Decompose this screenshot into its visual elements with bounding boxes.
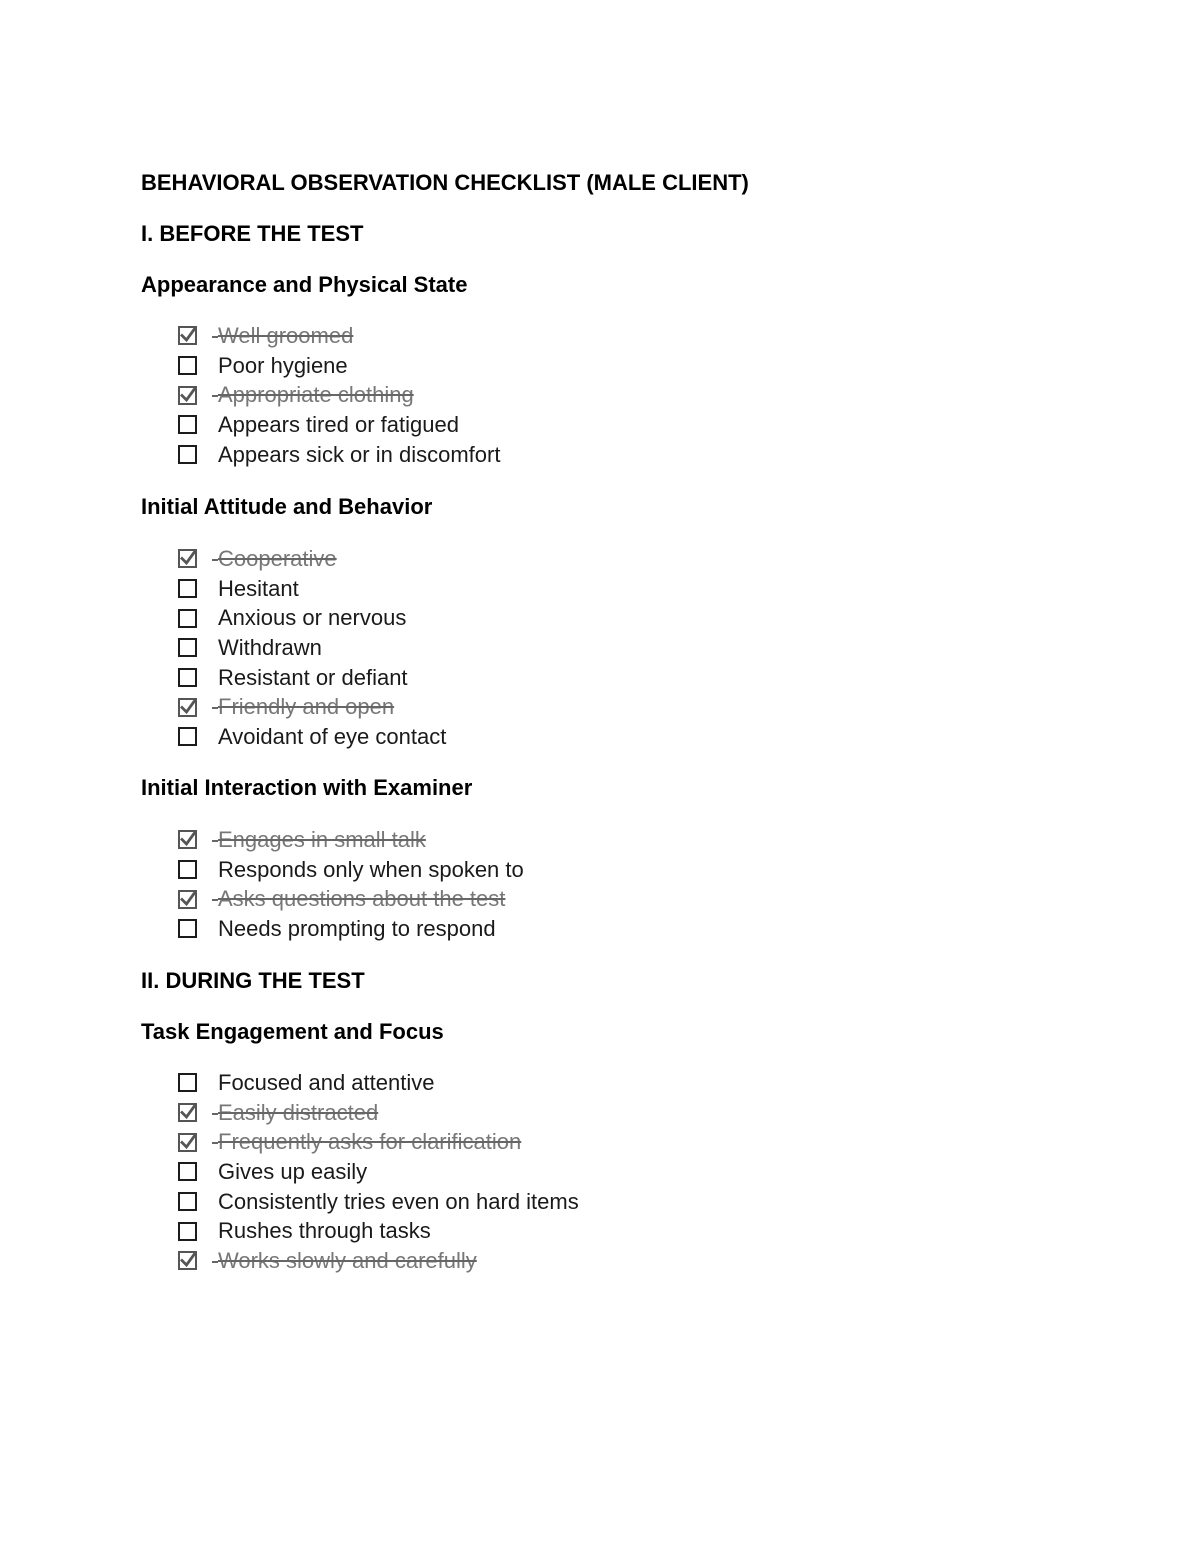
checklist-task-engagement bbox=[178, 1068, 579, 1276]
checklist-item-label: Easily distracted bbox=[218, 1099, 379, 1125]
checklist-item-label: Focused and attentive bbox=[218, 1069, 435, 1095]
checkbox-icon[interactable] bbox=[178, 919, 197, 938]
checklist-item-gives-up-easily[interactable] bbox=[178, 1157, 579, 1187]
checklist-item-avoidant-of-eye-contact[interactable] bbox=[178, 722, 446, 752]
section-heading-appearance: Appearance and Physical State bbox=[141, 272, 468, 297]
checklist-item-easily-distracted[interactable] bbox=[178, 1098, 579, 1128]
checklist-item-label: Engages in small talk bbox=[218, 826, 426, 852]
checklist-item-label: Rushes through tasks bbox=[218, 1218, 431, 1244]
document-title: BEHAVIORAL OBSERVATION CHECKLIST (MALE CLIENT) bbox=[141, 170, 749, 195]
part-heading-before-test: I. BEFORE THE TEST bbox=[141, 221, 364, 246]
checklist-item-anxious-or-nervous[interactable] bbox=[178, 603, 446, 633]
checklist-item-label: Asks questions about the test bbox=[218, 886, 506, 912]
checklist-item-label: Withdrawn bbox=[218, 634, 322, 660]
checkbox-icon[interactable] bbox=[178, 668, 197, 687]
checklist-initial-interaction bbox=[178, 825, 524, 944]
section-heading-initial-interaction: Initial Interaction with Examiner bbox=[141, 775, 473, 800]
checklist-appearance bbox=[178, 321, 500, 469]
checklist-item-appropriate-clothing[interactable] bbox=[178, 380, 500, 410]
checklist-item-engages-in-small-talk[interactable] bbox=[178, 825, 524, 855]
checklist-item-label: Consistently tries even on hard items bbox=[218, 1188, 579, 1214]
checkbox-icon[interactable] bbox=[178, 638, 197, 657]
checklist-item-well-groomed[interactable] bbox=[178, 321, 500, 351]
checkbox-icon[interactable] bbox=[178, 609, 197, 628]
checklist-item-poor-hygiene[interactable] bbox=[178, 351, 500, 381]
checklist-item-withdrawn[interactable] bbox=[178, 633, 446, 663]
checklist-item-label: Works slowly and carefully bbox=[218, 1247, 477, 1273]
checkbox-icon[interactable] bbox=[178, 1192, 197, 1211]
checked-checkbox-icon[interactable] bbox=[178, 326, 197, 345]
checkbox-icon[interactable] bbox=[178, 727, 197, 746]
checklist-item-responds-only-when-spoken-to[interactable] bbox=[178, 855, 524, 885]
checkbox-icon[interactable] bbox=[178, 860, 197, 879]
checklist-item-label: Cooperative bbox=[218, 545, 337, 571]
checklist-item-focused-and-attentive[interactable] bbox=[178, 1068, 579, 1098]
checked-checkbox-icon[interactable] bbox=[178, 890, 197, 909]
checklist-item-cooperative[interactable] bbox=[178, 544, 446, 574]
checklist-item-label: Anxious or nervous bbox=[218, 605, 407, 631]
checklist-item-label: Avoidant of eye contact bbox=[218, 723, 447, 749]
checked-checkbox-icon[interactable] bbox=[178, 549, 197, 568]
checkbox-icon[interactable] bbox=[178, 579, 197, 598]
checklist-item-label: Frequently asks for clarification bbox=[218, 1129, 522, 1155]
checkbox-icon[interactable] bbox=[178, 1162, 197, 1181]
checklist-item-needs-prompting-to-respond[interactable] bbox=[178, 914, 524, 944]
checklist-item-hesitant[interactable] bbox=[178, 574, 446, 604]
checklist-item-label: Needs prompting to respond bbox=[218, 915, 496, 941]
checked-checkbox-icon[interactable] bbox=[178, 1133, 197, 1152]
checkbox-icon[interactable] bbox=[178, 1222, 197, 1241]
checklist-item-label: Resistant or defiant bbox=[218, 664, 408, 690]
checked-checkbox-icon[interactable] bbox=[178, 830, 197, 849]
checklist-item-asks-questions-about-the-test[interactable] bbox=[178, 884, 524, 914]
checklist-initial-attitude bbox=[178, 544, 446, 752]
checklist-item-label: Appears sick or in discomfort bbox=[218, 441, 501, 467]
checked-checkbox-icon[interactable] bbox=[178, 1103, 197, 1122]
checklist-item-label: Friendly and open bbox=[218, 694, 395, 720]
checklist-item-appears-tired-or-fatigued[interactable] bbox=[178, 410, 500, 440]
checklist-item-friendly-and-open[interactable] bbox=[178, 692, 446, 722]
section-heading-task-engagement: Task Engagement and Focus bbox=[141, 1019, 444, 1044]
checkbox-icon[interactable] bbox=[178, 356, 197, 375]
checklist-item-works-slowly-and-carefully[interactable] bbox=[178, 1246, 579, 1276]
checklist-item-consistently-tries-even-on-hard-items[interactable] bbox=[178, 1187, 579, 1217]
checked-checkbox-icon[interactable] bbox=[178, 386, 197, 405]
checked-checkbox-icon[interactable] bbox=[178, 1251, 197, 1270]
checklist-item-label: Appropriate clothing bbox=[218, 382, 414, 408]
checklist-item-label: Responds only when spoken to bbox=[218, 856, 524, 882]
part-heading-during-test: II. DURING THE TEST bbox=[141, 968, 365, 993]
checklist-item-label: Gives up easily bbox=[218, 1158, 368, 1184]
checklist-item-label: Well groomed bbox=[218, 322, 354, 348]
checklist-item-appears-sick-or-in-discomfort[interactable] bbox=[178, 440, 500, 470]
checklist-item-label: Poor hygiene bbox=[218, 352, 348, 378]
checked-checkbox-icon[interactable] bbox=[178, 698, 197, 717]
checkbox-icon[interactable] bbox=[178, 1073, 197, 1092]
checklist-item-frequently-asks-for-clarification[interactable] bbox=[178, 1127, 579, 1157]
checklist-item-label: Appears tired or fatigued bbox=[218, 411, 459, 437]
checkbox-icon[interactable] bbox=[178, 445, 197, 464]
checklist-item-label: Hesitant bbox=[218, 575, 299, 601]
checklist-item-resistant-or-defiant[interactable] bbox=[178, 663, 446, 693]
section-heading-initial-attitude: Initial Attitude and Behavior bbox=[141, 494, 433, 519]
checkbox-icon[interactable] bbox=[178, 415, 197, 434]
checklist-item-rushes-through-tasks[interactable] bbox=[178, 1216, 579, 1246]
